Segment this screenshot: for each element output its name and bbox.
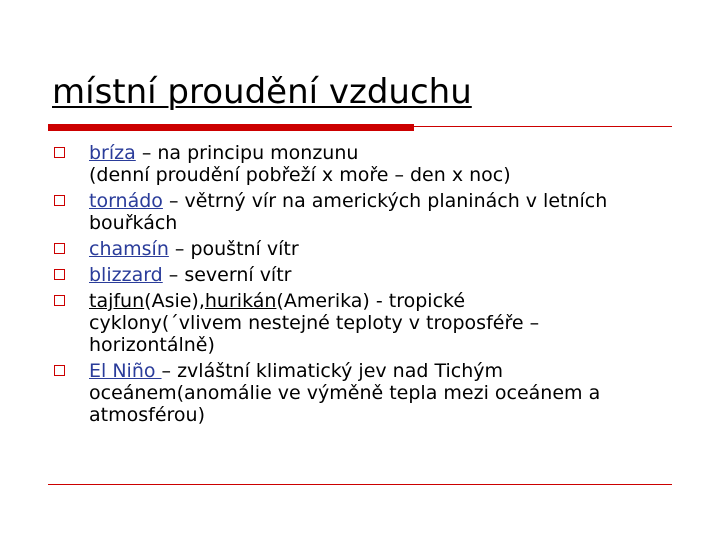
item-line-continuation: oceánem(anomálie ve výměně tepla mezi oceánem a [89,382,601,404]
slide-title: místní proudění vzduchu [52,72,472,112]
item-line [89,264,684,286]
item-text: – zvláštní klimatický jev nad Tichým [161,360,503,382]
term-link[interactable]: tornádo [89,190,163,212]
item-line-continuation: (denní proudění pobřeží x moře – den x noc) [89,164,511,186]
item-text: – pouštní vítr [168,238,299,260]
list-item-blizzard [54,264,684,286]
term-link[interactable]: hurikán [204,290,277,312]
square-bullet-icon [54,269,65,280]
item-line [89,190,684,212]
list-item-briza [54,142,684,186]
title-accent-bar [48,124,414,131]
list-item-el-nino [54,360,684,426]
item-line [89,360,684,382]
list-item-chamsin [54,238,684,260]
item-line-continuation: horizontálně) [89,334,215,356]
term-link[interactable]: bríza [89,142,136,164]
item-line-continuation: cyklony(´vlivem nestejné teploty v troposféře – [89,312,540,334]
square-bullet-icon [54,195,65,206]
item-line [89,238,684,260]
square-bullet-icon [54,365,65,376]
list-item-tajfun [54,290,684,356]
item-line-continuation: atmosférou) [89,404,205,426]
term-link[interactable]: blizzard [89,264,163,286]
square-bullet-icon [54,295,65,306]
footer-divider [48,484,672,485]
item-line-continuation: bouřkách [89,212,178,234]
list-item-tornado [54,190,684,234]
square-bullet-icon [54,243,65,254]
item-text: (Amerika) - tropické [276,290,466,312]
square-bullet-icon [54,147,65,158]
item-text: – severní vítr [162,264,292,286]
term-link[interactable]: chamsín [89,238,169,260]
item-text: – na principu monzunu [135,142,359,164]
bullet-list [54,142,684,430]
item-line [89,142,684,164]
term-link[interactable]: El Niño [89,360,162,382]
title-divider [414,126,672,127]
item-line [89,290,684,312]
item-text: (Asie), [144,290,205,312]
term-link[interactable]: tajfun [89,290,145,312]
item-text: – větrný vír na amerických planinách v letních [162,190,608,212]
